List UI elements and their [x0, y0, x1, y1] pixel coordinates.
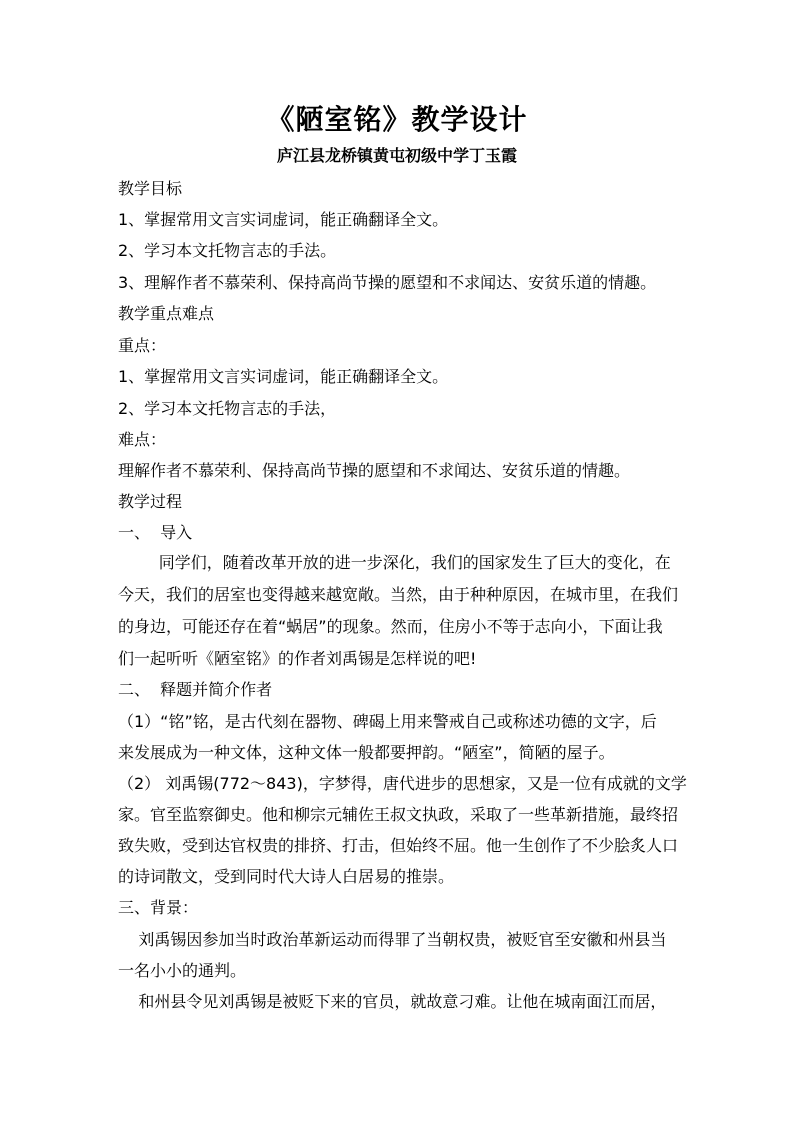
section-heading-key-points: 教学重点难点: [118, 304, 215, 323]
section-heading-objectives: 教学目标: [118, 179, 183, 198]
paragraph-line: 们一起听听《陋室铭》的作者刘禹锡是怎样说的吧!: [118, 649, 477, 668]
difficulty-label: 难点：: [118, 430, 167, 449]
step-heading-background: 三、背景：: [118, 898, 199, 917]
paragraph-line: 的身边，可能还存在着“蜗居”的现象。然而，住房小不等于志向小，下面让我: [118, 617, 663, 636]
paragraph-line: 的诗词散文，受到同时代大诗人白居易的推崇。: [118, 867, 455, 886]
difficulty-text: 理解作者不慕荣利、保持高尚节操的愿望和不求闻达、安贫乐道的情趣。: [118, 461, 631, 480]
paragraph-line: 刘禹锡因参加当时政治革新运动而得罪了当朝权贵，被贬官至安徽和州县当: [118, 930, 667, 949]
objective-item-2: 2、学习本文托物言志的手法。: [118, 241, 337, 260]
paragraph-line: （2） 刘禹锡(772～843)，字梦得，唐代进步的思想家，又是一位有成就的文学: [118, 774, 687, 793]
paragraph-line: 和州县令见刘禹锡是被贬下来的官员，就故意刁难。让他在城南面江而居，: [118, 992, 667, 1011]
step-heading-intro: 一、 导入: [118, 523, 193, 542]
paragraph-line: 来发展成为一种文体，这种文体一般都要押韵。“陋室”，简陋的屋子。: [118, 743, 615, 762]
document-author: 庐江县龙桥镇黄屯初级中学丁玉霞: [276, 146, 517, 165]
key-point-item-2: 2、学习本文托物言志的手法，: [118, 399, 337, 418]
paragraph-line: 一名小小的通判。: [118, 961, 247, 980]
objective-item-3: 3、理解作者不慕荣利、保持高尚节操的愿望和不求闻达、安贫乐道的情趣。: [118, 273, 657, 292]
key-points-label: 重点：: [118, 336, 167, 355]
document-title: 《陋室铭》教学设计: [266, 103, 528, 136]
step-heading-title-author: 二、 释题并简介作者: [118, 680, 273, 699]
paragraph-line: 今天，我们的居室也变得越来越宽敞。当然，由于种种原因，在城市里，在我们: [118, 585, 679, 604]
paragraph-line: 同学们，随着改革开放的进一步深化，我们的国家发生了巨大的变化，在: [118, 553, 671, 572]
key-point-item-1: 1、掌握常用文言实词虚词，能正确翻译全文。: [118, 367, 449, 386]
paragraph-line: 致失败，受到达官权贵的排挤、打击，但始终不屈。他一生创作了不少脍炙人口: [118, 836, 679, 855]
paragraph-line: 家。官至监察御史。他和柳宗元辅佐王叔文执政，采取了一些革新措施，最终招: [118, 805, 679, 824]
objective-item-1: 1、掌握常用文言实词虚词，能正确翻译全文。: [118, 210, 449, 229]
paragraph-line: （1）“铭”铭，是古代刻在器物、碑碣上用来警戒自己或称述功德的文字，后: [118, 712, 657, 731]
section-heading-process: 教学过程: [118, 492, 183, 511]
